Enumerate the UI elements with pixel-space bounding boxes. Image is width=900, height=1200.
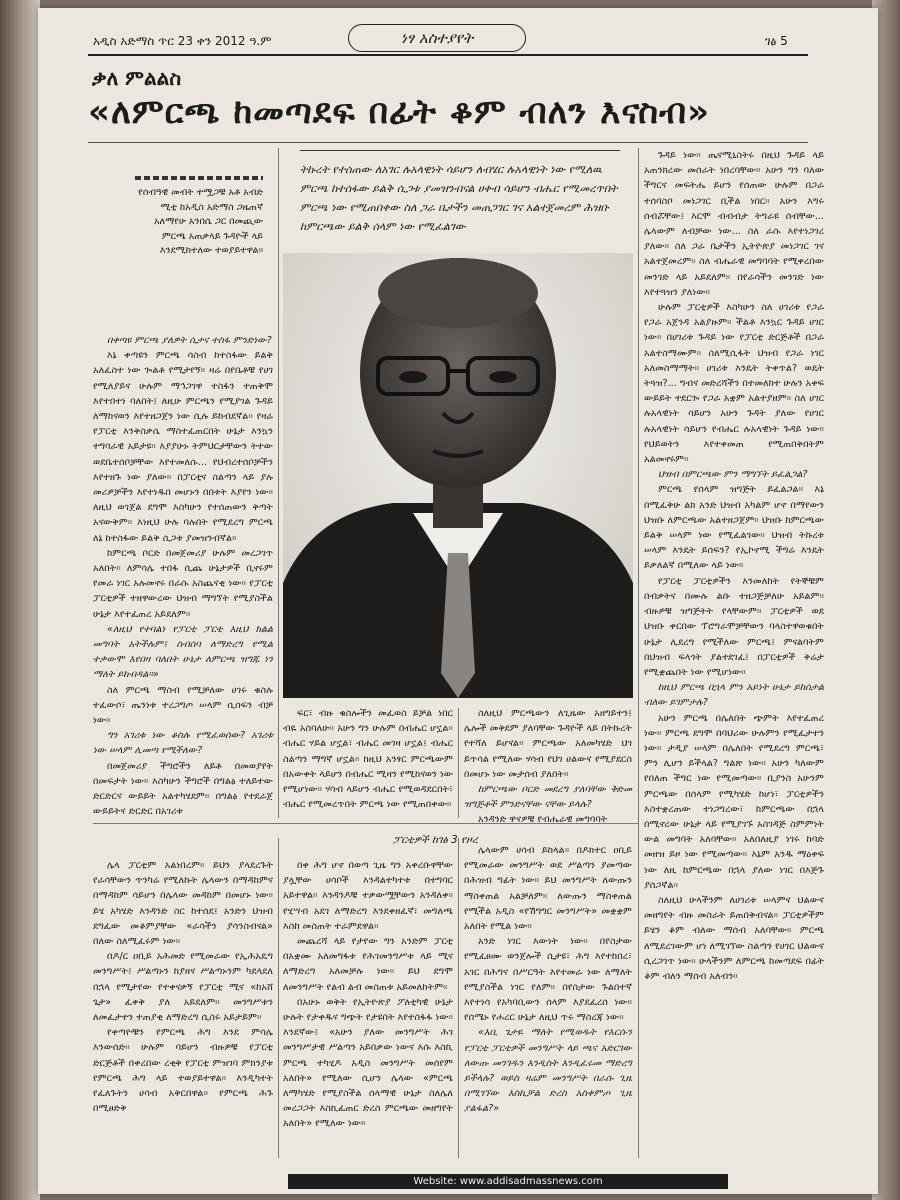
paragraph: የፓርቲ ፓርቲዎችን እንመለከት የትኞቹም በብቃትና በሙሉ ልቡ ተዘጋጅቻለሁ አይልም። ብዙዎቹ ዝግጅትት የላቸውም። ፓርቲዎች ወደ ህዝቡ ቀርበው ፕሮግራሞቻቸውን ባላስተዋወቁበት ሁኔታ ሊደረግ የሚችለው ምርጫ፤ ምናልባትም በህዝብ ፍላጎት ያልተደገፈ፤ በፓርቲዎች ቅሬታ የሚቋጨበት ነው የሚሆነው። bbox=[644, 575, 824, 678]
column-rule bbox=[458, 708, 459, 818]
paragraph: የቀጣዮቹን የምርጫ ሕግ እንደ ምሳሌ እንውሰድ። ሁሉም ባይሆን ብዙዎቹ የፓርቲ ድርጅቶች በቀረበው ረቂቅ የፓርቲ ምዝገባ ምክንያቱ የምርጫ ሕግ ላይ ተወያይተዋል። እንዲካተት የፈለጉትን ሀሳብ አቅርበዋል። የምርጫ ሕጉ በሚፀድቅ bbox=[93, 1027, 273, 1115]
paragraph: ፍር፣ ብዙ ቁስሎችን መፈወስ ይቻል ነበር ብዬ አስባለሁ። አሁን ግን ሁሉም በብሔር ሆኗል። ብሔር ሃይል ሆኗል፣ ብሔር መገዛ ሆኗል፤ ብሔር ስልጣን ማግኛ ሆኗል። ከዚህ አንፃር ምርጫውም በአውቀት ላይሆን በብሔር ሚዛን የሚከናወን ነው የሚሆነው። ሃሳብ ላይሆን ብሔር የሚወዳደርበት፣ ብሔር የሚመረጥበት ምርጫ ነው የሚጠበቀው። bbox=[283, 708, 453, 811]
background-left-page bbox=[0, 0, 40, 1200]
paragraph: «ለዚህ የተባልነ የፓርቲ ፓርቲ እዚህ ክልል መግባት አትችሉም፤ ስብሰባ ለማድረግ የሚል ተቃውሞ እየበዛ ባለበት ሁኔታ ለምርጫ ዝግጁ ነን ማለት ይከብዳል።» bbox=[93, 623, 273, 681]
section-label: ነፃ አስተያየት bbox=[348, 24, 526, 52]
bottom-column-3 bbox=[464, 843, 632, 1168]
paragraph: ሌላ ፓርቲም አልነበረም። ይህን ያላደረጉት የራሳቸውን ጥንካሬ የሚለኩት ሌላውን በማዳከምና በማዳከም ሳይሆን በሌላው መዳከም በመሆኑ ነው። ይሄ አካሄድ እንዳንድ ስር ከተሰደ፤ አንድን ህዝብ ደግፈው መቆምያቸው «ራሳችን ያሳንስብናል» በለው ስለሚፈሩም ነው። bbox=[93, 860, 273, 948]
paragraph: ሌላውም ሀሳብ ይከላል። በዶክተር ዐቢይ የሚመራው መንግሥት ወደ ሥልጣን ያመጣው በሕዝብ ግፊት ነው። ይህ መንግሥት ለውጡን ማስቀጠል አልቻለም። ለውጡን ማስቀጠል የሚችል አዲስ «የሽግግር መንግሥት» መቋቋም አለበት የሚል ነው። bbox=[464, 845, 632, 933]
body-column-3 bbox=[464, 706, 632, 826]
paragraph: ህዝብ በምርጫው ምን ማግኘት ይፈልጋል? bbox=[658, 469, 808, 481]
paragraph: ስለ ምርጫ ማስብ የሚቻለው ሀገሩ ቁስሉ ተፈውሶ፣ ጤንነቱ ተረጋግጦ ሠላም ሲሰፍን ብቻ ነው። bbox=[93, 684, 273, 727]
page-number: ገፅ 5 bbox=[765, 34, 788, 48]
pull-quote-rule bbox=[300, 150, 620, 151]
standfirst-rule bbox=[135, 176, 263, 180]
paragraph: ምርጫ የሰላም ዝግጅት ይፈልጋል። እኔ በሚፈቅሁ ልክ አንድ ህዝብ አካልም ሆኖ በማየውን ህዝቡ ለምርጫው አልተዘጋጀም። ህዝቡ ከምርጫው ይልቅ ሠላም ነው የሚፈልገው። ህዝብ ትኩረቱ ሠላም እንዴት ይሰፍን? የኢኮኖሚ ችግሬ እንዴት ይቃለልኛ በሚለው ላይ ነው። bbox=[644, 484, 824, 572]
column-rule bbox=[638, 148, 639, 1158]
paragraph: አሁን ምርጫ በሌለበት ጭምት እየተፈጠረ ነው። ምርጫ ደግሞ በባህሪው ሁሉምን የሚፈታተን ነው። ታዲያ ሠላም በሌለበት የሚደረግ ምርጫ፣ ምን ሊሆን ይችላል? ግልጽ ነው። አሁን ካለውም የበለጠ ችግር ነው የሚመጣው። ቢያንስ አሁንም ምርጫው በሰላም የሚካሄድ ከሆነ፣ ፓርቲዎችን እስተቋረጠው ተነጋግረው፣ ከምርጫው በኋላ በሚኖረው ሁኔታ ላይ የሚያገኙ አስገዳጅ ስምምነት ውል መግባት አለባቸው። አለበለዚያ ነገሩ ከባድ መዘዝ ይዞ ነው የሚመጣው። እኔም አንዱ ማዕቀፍ ነው ለዚ ከምርጫው በኋላ ያለው ነገር በእጅጉ ያሰጋኛል። bbox=[644, 712, 824, 891]
paragraph: ጉዳይ ነው። ጤናሚኒስትሩ በዚህ ጉዳይ ላይ አጠንክረው መሰራት ነበረባቸው። አሁን ግን ባለው ችግርና መፍትሔ ይሆን የሰጠው ሁሉም በጋራ ተሰባስቦ መነጋገር ቢችል ነበር። አሁን እግሩ ሰብሯቸው፤ እርሞ ብብብታ ትግራዩ ሰብቸው... ሌላውም ለብቻው ነው... ስለ ራሱ እየተነጋገረ ያለው። ስለ ጋራ ቤታችን ኢትዮጵያ መነጋገር ገና አልተጀመረም። ስለ ብሔራዊ መግባባት የሚቀረበው መንገድ ላይ አይደለም። በየራሳችን መንገድ ነው እየተጓዝን ያለነው። bbox=[644, 150, 824, 298]
bottom-column-1 bbox=[93, 858, 273, 1168]
website-footer: Website: www.addisadmassnews.com bbox=[288, 1174, 728, 1189]
body-column-2 bbox=[283, 706, 453, 818]
paragraph: በአሁኑ ወቅት የኢትዮጵያ ፖለቲካዊ ሁኔታ ሁሉት የታቀዱና ግጭት የታዩበት እየተስፋፋ ነው። እንደኛው፤ «አሁን ያለው መንግሥት ሕገ መንግሥታዊ ሥልጣን አይበቃው ነውና እሱ እስኪ ምርጫ ተካሂዶ አዲስ መንግሥት መሰየም አለበት» የሚለው ሲሆን ሌላው «ምርጫ ለማካሄድ የሚያስችል ሰላማዊ ሁኔታ ስለሌለ መረጋጋት እስኪፈጠር ድረስ ምርጫው መዘግየት አለበት» የሚለው ነው። bbox=[283, 996, 453, 1130]
column-rule bbox=[458, 838, 459, 1158]
paragraph: ከዚህ ምርጫ በኋላ ምን አይነት ሁኔታ ይከሰታል ብለው ይገምታሉ? bbox=[644, 682, 824, 709]
interviewee-photo bbox=[283, 253, 633, 698]
body-column-1 bbox=[93, 333, 273, 818]
column-rule bbox=[278, 838, 279, 1158]
paragraph: ሁሉም ፓርቲዎች እስካሁን ስለ ሀገሪቱ የጋራ የጋራ አጀንዳ አልያዙም። ችልቶ እንኳር ጉዳይ ሀገር ነው። በሀገሪቱ ጉዳይ ነው የፓርቲ ድርጅቶች በጋራ አልተስማሙም። ስለሚሲፋት ህዝብ የጋራ ነገር አለመስማማት። ሀገሪቱ እንዴት ትቀጥል? ወዴት ትጓዝ?... ግብና መድረሻችን በተመለከተ ሁሉን አቀፍ ውይይት ተደርጐ የጋራ አቋም አልተያዘም። ስለ ሀገር ሉአላዊነት ሳይሆን አሁን ጉዳት ያለው የሀገር ሉአላዊነት ሳይሆን የብሔር ሉአላዊነት ጉዳይ ነው። የህይወትን እየተቀመጠ የሚጠበቅበትም አልመኖሩም። bbox=[644, 302, 824, 466]
header-rule bbox=[88, 54, 808, 56]
paragraph: አንዳንድ ዋናዎቹ የብሔራዊ መግባባት bbox=[478, 814, 608, 826]
paragraph: መጨረሻ ላይ የታየው ግን አንድም ፓርቲ በአቋሙ አለመግፋቱ የሕገመንግሥቱ ላይ ሚና ለማድረግ አለመቻሉ ነው። ይህ ደግሞ ለመንግሥት የልብ ልብ መስጠቱ አይመለከትም። bbox=[283, 936, 453, 993]
paragraph: ስለዚህ ምርጫውን ለጊዜው አዘግይተን፤ ሌሎች መቅደም ያለባቸው ጉዳዮች ላይ በትኩረት የተሻለ ይሆናል። ምርጫው አለመካሄድ ህገ ይጥሳል የሚለው ሃሳብ የህገ ሀልውና የሚያደርስ በመሆኑ ነው መታሰብ ያለበት። bbox=[464, 708, 632, 780]
pull-quote: ትኩረት የተሰጠው ለአገር ሉአላዊነት ሳይሆን ለብሄር ሉአላዊነት ነው የሚለዉ ምርጫ ከተሰፋው ይልቅ ሲጋቱ ያመዝንብናል ሀቀብ ሳይሆን ብሔር የሚመረጥበት ምርጫ ነው የሚጠበቀው ስለ ጋራ ቤታችን መጠጋገር ገና አልተጀመረም ሕዝቡ ከምርጫው ይልቅ ሰላም ነው የሚፈልገው bbox=[300, 163, 618, 233]
article-kicker: ቃለ ምልልስ bbox=[92, 66, 182, 90]
jump-note: ፓርቲዎች ከገፅ 3 የዞረ bbox=[393, 834, 478, 846]
column-rule bbox=[278, 148, 279, 818]
headline-rule bbox=[88, 142, 808, 143]
issue-date: አዲስ አድማስ ጥር 23 ቀን 2012 ዓ.ም bbox=[93, 34, 272, 48]
paragraph: በዶ/ር ዐቢይ አሕመድ የሚመራው የኢሕአዴግ መንግሥት፤ ሥልጣኑን ከያዘና ሥልጣኑንም ካደላደለ በኋላ የሚታየው የተቀናቃኝ የፓርቲ ሚና «ከአሸ ጌታ» ፈቀቅ ያለ አይደለም። መንግሥቱን ለመፈታተን ተጠያቂ ለማድረግ ሲስሩ አይታይም። bbox=[93, 951, 273, 1024]
paragraph: ከምርጫው ቦርድ መደረግ ያለባቸው ቅድመ ዝግጅቶች ምንድናቸው ናቸው ይላሉ? bbox=[464, 784, 632, 811]
paragraph: በመጀመሪያ ችግሮችን ለይቶ በመወያየት በመፍታት ነው። እስካሁን ችግሮች በግልፅ ተለይተው ድርድርና ውይይት አልተካሄደም። በግልፅ የተደራጀ ውይይትና ድርድር በአገሪቱ bbox=[93, 760, 273, 818]
paragraph: በቀ ሕግ ሆኖ በወጣ ጊዜ ግን አቀረቡዋቸው ያሏቸው ሀሳቦች እንዳልተካተቱ በተግባር አይተዋል። እንዳንዶቹ ተቃውሟቸውን አንዳለቀ። የሂሣብ አደገ ለማድረግ እንደቀዘፈኛ፣ መግለጫ እስከ መስጠት ተራምደዋል። bbox=[283, 860, 453, 932]
newspaper-page bbox=[38, 8, 878, 1194]
article-standfirst: የሰብዓዊ መብት ተሟጋቹ አቶ አብድ ሚቲ ከአዲስ አድማስ ጋዜጠኛ አለማየሁ አንበሴ ጋር በመጪው ምርጫ አጠቃላይ ጉዳዮች ላይ እንደሚከተለው ተወያይተዋል። bbox=[138, 187, 263, 256]
bottom-column-2 bbox=[283, 858, 453, 1168]
paragraph: በቀጣዩ ምርጫ ያለዎት ሲታና ተስፋ ምንድነው? bbox=[107, 335, 272, 346]
article-headline: «ለምርጫ ከመጣደፍ በፊት ቆም ብለን እናስብ» bbox=[88, 92, 711, 132]
paragraph: አንድ ነገር እውነት ነው። በየስታው የሚፈፀሙ ወንጀሎች ሲታዩ፣ ሕግ እየተከበረ፣ አገር በሕግና በሥርዓት እየተመራ ነው ለማለት የሚያስችል ነገር የለም። በየስታው ጉልበተኛ እየተነሳ የአካባቢውን ሰላም እያደፈረሰ ነው። የሰሜኑ የሐረር ሁኔታ ለዚህ ጥሩ ማስረጃ ነው። bbox=[464, 936, 632, 1024]
body-column-4 bbox=[644, 148, 824, 1168]
paragraph: ስለዚህ ሁላችንም ለሀገሪቱ ሠላምና ህልውና መዘግየት ብዙ መስራት ይጠበቅብናል። ፓርቲዎችም ይሄን ቆም ብለው ማሰብ አለባቸው። ምርጫ ለሚደረገውም ሆነ ለሚገኘው ስልጣን የሀገር ህልውና ሲረጋገጥ ነው። ሁላችንም ለምርጫ ከመጣደፍ በፊት ቆም ብለን ማሰብ አለብን። bbox=[644, 894, 824, 982]
paragraph: «እቢ ጌታዬ ማለት የሚወዱት የእርሱን የፓርቲ ፓርቲዎች መንግሥት ላይ ጫና አድርገው ለውጡ መንገዱን እንዲስት እንዲፈሩመ ማድረግ ይችላሉ? ወይስ ዛሬም መንግሥት በራሱ ጊዜ በሚገኘው እስኪቻል ድረስ አስቀምጦ ጊዜ ያልፋል?» bbox=[464, 1027, 632, 1115]
paragraph: እኔ ቀጣዩን ምርጫ ሳስብ ከተስፋው ይልቅ አለፈስተ ነው ጐልቶ የሚታየኝ። ዛሬ በየቤቶቹ የሀገ የሚለያይና ሁሉም ማኅጋገዋ ተስፋን ተጠቅሞ እየተበተነ ባለበት፤ ለዚሁ ምርጫን የሚያገል ጉዳይ ለማከናወን እየተዘጋጀን ነው ሲሉ ይከብደኛል። የዛሬ የፓርቲ እንቅስቃሴ ማስተፈጠርበት ሁኔታ እንኳን ተግባራዊ አይታዩ። እያያሁኑ ትምህርታቸውን ትተው ወደቤተሰቦቻቸው እየተመለሱ... የህብረተሰቦቻችን እየተዘጉ ነው ያለው። በፓርቲና ስልጣን ላይ ያሉ መሪዎቻችን እየተነዱበ መሆኑን በበቱት እያየን ነው። ለዚህ ወገጀል ደግሞ እስካሁን የተሰጠውን ቅጣት አናውቅም። እነዚህ ሁሉ ባሉበት የሚደረግ ምርጫ ለኔ ከተስፋው ይልቅ ሲጋቱ ያመዝንብኛል። bbox=[93, 350, 273, 544]
paragraph: ከምርጫ ቦርድ በመጀመሪያ ሁሉም መረጋገጥ አለበት። ለምሳሌ ተበፋ ሲጨ ሁኔታዎች ቢኖሩም የመራ ነገር አሉመኖሩ በራሱ አስጨናቂ ነው። የፓርቲ ፓርቲዎች ተዘዋውረው ህዝብ ማግኘት የሚያስችል ሁኔታ እየተፈጠረ አይደለም። bbox=[93, 547, 273, 620]
paragraph: ግን አገሪቱ ነው ቆስሉ የሚፈወሰው? አገሪቱ ነው ሠላም ሊመጣ የሚችለው? bbox=[93, 730, 273, 757]
